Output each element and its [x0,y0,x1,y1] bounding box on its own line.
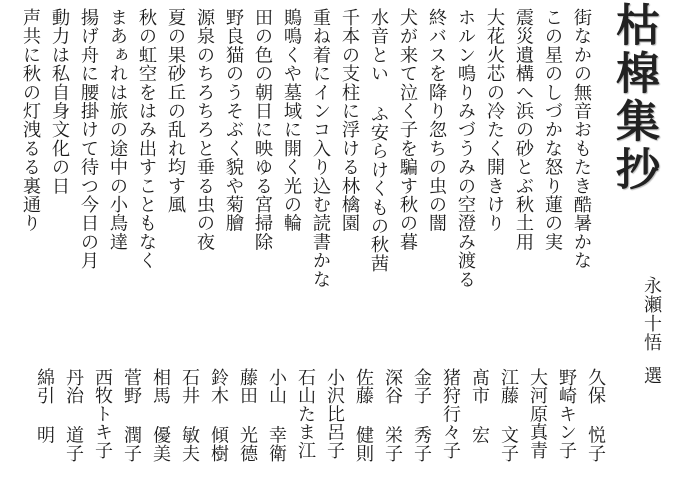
haiku-text: 震災遺構へ浜の砂とぶ秋土用 [513,8,534,252]
author-name: 菅野 潤子 [121,368,142,463]
author-name: 小山 幸衛 [266,368,287,463]
haiku-text: まあぁれは旅の途中の小鳥達 [107,8,128,252]
author-name: 相馬 優美 [150,368,171,463]
haiku-text: 大花火芯の冷たく開きけり [484,8,505,233]
author-name: 髙市 宏 [469,368,490,445]
author-name: 大河原真青 [527,368,548,460]
author-name: 久保 悦子 [585,368,606,463]
haiku-text: 街なかの無音おもたき酷暑かな [571,8,592,270]
author-name: 小沢比呂子 [324,368,345,460]
haiku-text: 鵙鳴くや墓域に開く光の輪 [281,8,302,233]
haiku-text: 田の色の朝日に映ゆる宮掃除 [252,8,273,252]
author-name: 丹治 道子 [63,368,84,463]
haiku-text: 夏の果砂丘の乱れ均す風 [165,8,186,214]
author-name: 西牧トキ子 [92,368,113,460]
haiku-text: 水音とい ふ安らけくもの秋茜 [368,8,389,273]
author-name: 鈴木 傾樹 [208,368,229,463]
author-name: 金子 秀子 [411,368,432,463]
selector-credit [640,276,662,385]
haiku-text: 声共に秋の灯洩るる裏通り [20,8,41,233]
author-name: 深谷 栄子 [382,368,403,463]
haiku-text: 動力は私自身文化の日 [49,8,70,195]
haiku-text: 千本の支柱に浮ける林檎園 [339,8,360,233]
haiku-text: この星のしづかな怒り蓮の実 [542,8,563,252]
author-name: 猪狩行々子 [440,368,461,460]
haiku-text: 揚げ舟に腰掛けて待つ今日の月 [78,8,99,270]
haiku-text: 秋の虹空をはみ出すこともなく [136,8,157,270]
haiku-text: 源泉のちろちろと垂る虫の夜 [194,8,215,252]
author-name: 石井 敏夫 [179,368,200,463]
author-name: 綿引 明 [34,368,55,445]
page-title: 枯槹集抄 [608,2,659,194]
haiku-text: 犬が来て泣く子を騙す秋の暮 [397,8,418,252]
haiku-text: 重ね着にインコ入り込む読書かな [310,8,331,289]
author-name: 石山たま江 [295,368,316,460]
selector-name: 永瀬十悟 [641,276,662,352]
author-name: 野崎キン子 [556,368,577,460]
selector-mark: 選 [641,366,662,385]
haiku-text: 野良猫のうそぶく貌や菊膾 [223,8,244,233]
author-name: 江藤 文子 [498,368,519,463]
haiku-text: 終バスを降り忽ちの虫の闇 [426,8,447,233]
haiku-text: ホルン鳴りみづうみの空澄み渡る [455,8,476,289]
author-name: 佐藤 健則 [353,368,374,463]
author-name: 藤田 光德 [237,368,258,463]
